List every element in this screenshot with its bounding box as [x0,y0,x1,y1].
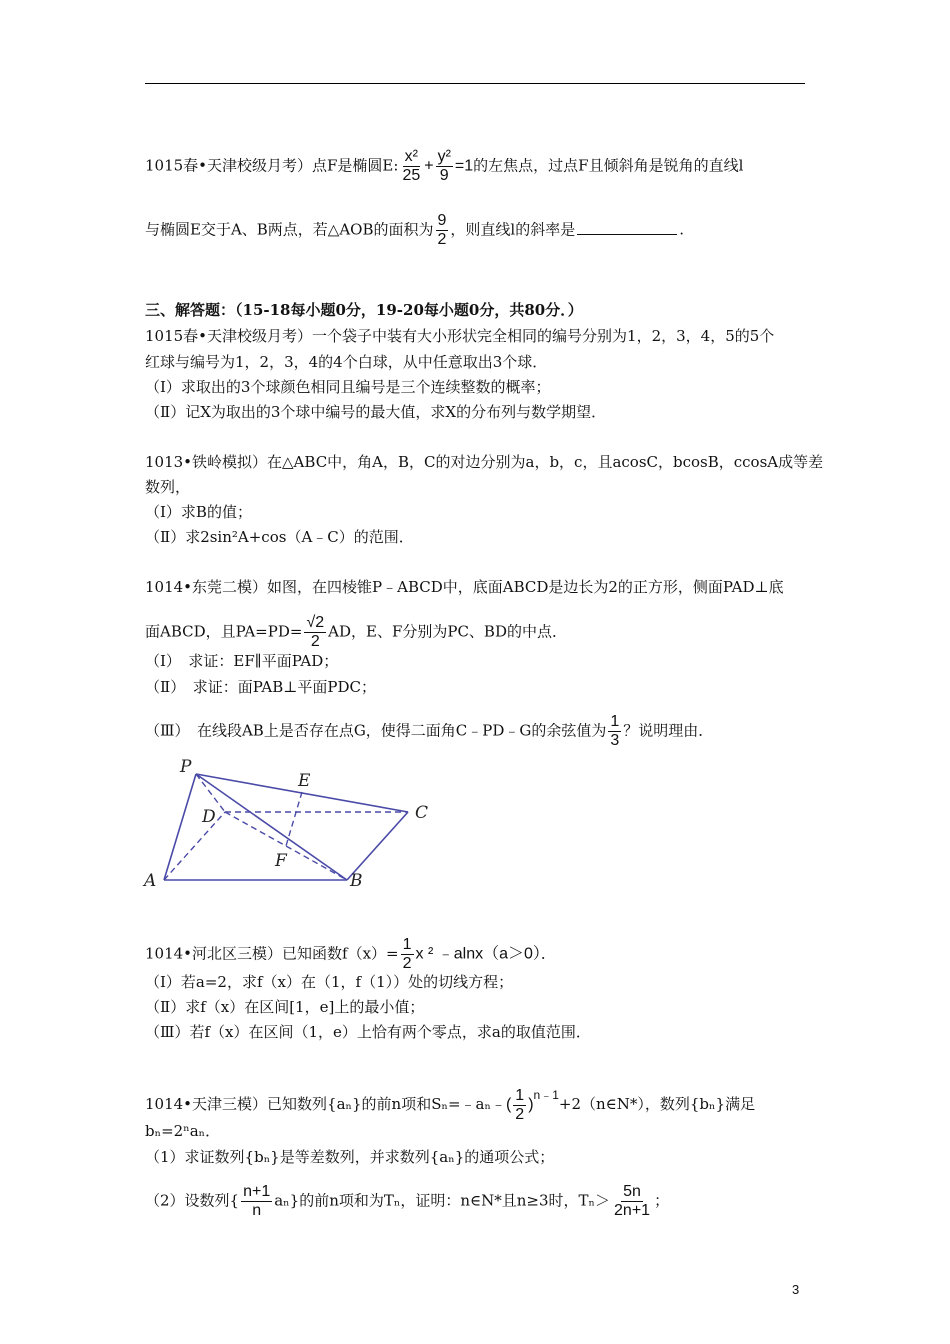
p1-text: 1015春•天津校级月考）点F是椭圆E: [145,156,399,175]
half-frac: $\frac{1}{2}$ [402,936,412,972]
p3-line4: （Ⅱ）求2sin²A+cos（A﹣C）的范围． [145,528,414,546]
p3-line2: 数列， [145,478,191,496]
p4-line3: （Ⅰ） 求证：EF∥平面PAD； [145,652,339,670]
p6-line4: （2）设数列{ $\frac{n+1}{n}$ aₙ}的前n项和为Tₙ，证明：n∈N*且n≥3时，Tₙ＞ $\frac{5n}{2n+1}$ ； [145,1183,670,1219]
edge-PB [196,774,347,880]
label-C: C [415,803,429,823]
t-frac: $\frac{5n}{2n+1}$ [614,1183,651,1219]
p4-line2: 面ABCD，且PA=PD= $\frac{√2}{2}$ AD，E、F分别为PC、BD的中点． [145,614,567,650]
q-frac: $\frac{1}{2}$ [515,1086,525,1123]
p1-line1: 1015春•天津校级月考）点F是椭圆E: $\frac{\text{x²}}{25}$ + $\frac{\text{y²}}{9}$ =1的左焦点，过点F且倾斜角是锐角的直线l [145,148,744,184]
cos-frac: $\frac{1}{3}$ [610,713,620,749]
p4-line1: 1014•东莞二模）如图，在四棱锥P﹣ABCD中，底面ABCD是边长为2的正方形，侧面PAD⊥底 [145,578,784,596]
label-E: E [298,771,311,791]
p2-line1: 1015春•天津校级月考）一个袋子中装有大小形状完全相同的编号分别为1，2，3，4，5的5个 [145,327,775,345]
header-rule [145,83,805,84]
label-B: B [350,871,363,891]
page-number: 3 [792,1282,800,1297]
p6-line2: bₙ=2ⁿaₙ． [145,1122,221,1140]
p6-line1: 1014•天津三模）已知数列{aₙ}的前n项和Sₙ=﹣aₙ﹣( $\frac{1}{2}$ )$^{n﹣1}$+2（n∈N*），数列{bₙ}满足 [145,1086,756,1123]
section-heading: 三、解答题：（15-18每小题0分，19-20每小题0分，共80分．） [145,301,583,319]
edge-BC [347,812,408,880]
edge-PA [164,774,196,880]
p3-line1: 1013•铁岭模拟）在△ABC中，角A，B，C的对边分别为a，b，c，且acosC，bcosB，ccosA成等差 [145,453,824,471]
ellipse-y-frac: $\frac{\text{y²}}{9}$ [437,148,451,184]
p5-line2: （Ⅰ）若a=2，求f（x）在（1，f（1））处的切线方程； [145,973,514,991]
label-P: P [180,757,192,777]
p2-line3: （Ⅰ）求取出的3个球颜色相同且编号是三个连续整数的概率； [145,378,551,396]
p3-line3: （Ⅰ）求B的值； [145,503,252,521]
answer-blank [577,220,677,235]
pyramid-figure [140,752,440,892]
p2-line2: 红球与编号为1，2，3，4的4个白球，从中任意取出3个球． [145,353,548,371]
p5-line3: （Ⅱ）求f（x）在区间[1，e]上的最小值； [145,998,425,1016]
p6-line3: （1）求证数列{bₙ}是等差数列，并求数列{aₙ}的通项公式； [145,1148,555,1166]
area-frac: $\frac{9}{2}$ [437,212,447,248]
label-F: F [275,851,287,871]
p5-line4: （Ⅲ）若f（x）在区间（1，e）上恰有两个零点，求a的取值范围． [145,1023,591,1041]
label-A: A [144,871,157,891]
p4-line4: （Ⅱ） 求证：面PAB⊥平面PDC； [145,678,376,696]
ellipse-x-frac: $\frac{\text{x²}}{25}$ [402,148,421,184]
p2-line4: （Ⅱ）记X为取出的3个球中编号的最大值，求X的分布列与数学期望． [145,403,607,421]
label-D: D [202,807,216,827]
p5-line1: 1014•河北区三模）已知函数f（x）= $\frac{1}{2}$ x ² ﹣alnx（a＞0）． [145,936,556,972]
p4-line5: （Ⅲ） 在线段AB上是否存在点G，使得二面角C﹣PD﹣G的余弦值为 $\frac{1}{3}$ ？说明理由． [145,713,714,749]
edge-AD [164,812,225,880]
c-frac: $\frac{n+1}{n}$ [243,1183,271,1219]
p1-line2: 与椭圆E交于A、B两点，若△AOB的面积为 $\frac{9}{2}$ ，则直线l的斜率是 . [145,212,684,248]
sqrt2-over-2-frac: $\frac{√2}{2}$ [306,614,325,650]
